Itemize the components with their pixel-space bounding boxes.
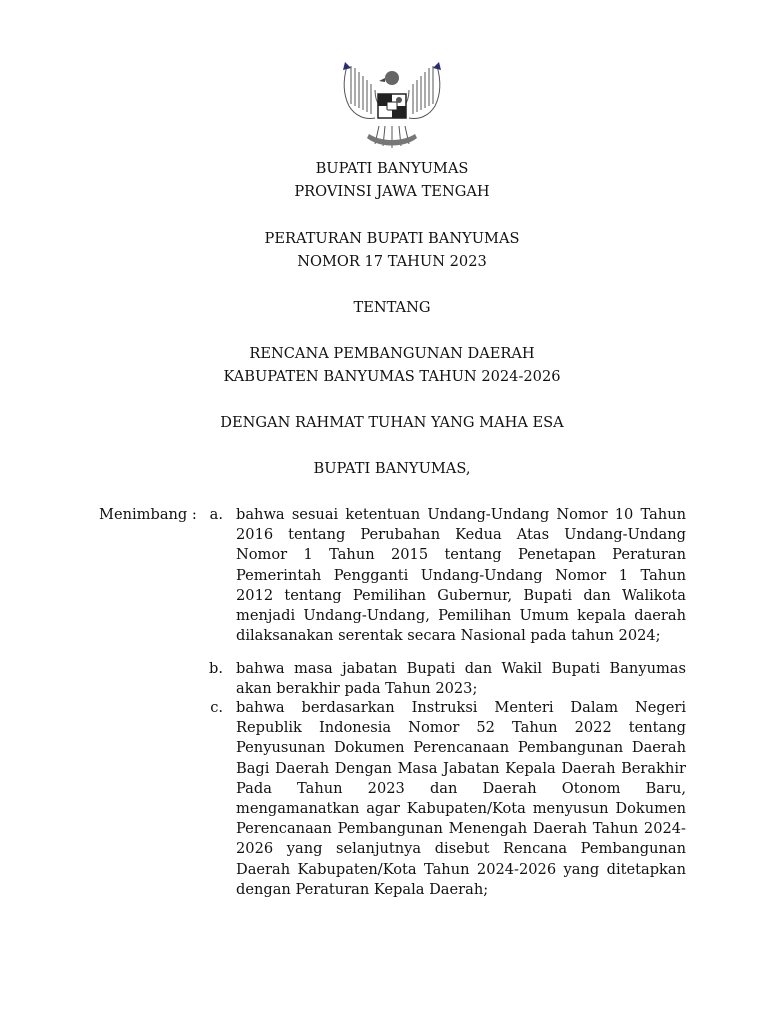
considering-item-text: bahwa berdasarkan Instruksi Menteri Dalam Negeri Republik Indonesia Nomor 52 Tahun 2022 tentang Penyusunan Dokumen Perencanaan Pembangunan Daerah Bagi Daerah Dengan Masa Jabatan Kepala Daerah Berakhir Pada Tahun 2023 dan Daerah Otonom Baru, mengamanatkan agar Kabupaten/Kota menyusun Dokumen Perencanaan Pembangunan Menengah Daerah Tahun 2024-2026 yang selanjutnya disebut Rencana Pembangunan Daerah Kabupaten/Kota Tahun 2024-2026 yang ditetapkan dengan Peraturan Kepala Daerah;	[236, 699, 686, 898]
considering-item-text: bahwa masa jabatan Bupati dan Wakil Bupati Banyumas akan berakhir pada Tahun 2023;	[236, 660, 686, 698]
considering-item-letter: b.	[209, 660, 223, 677]
considering-item-letter: a.	[209, 506, 223, 523]
issuer-line: BUPATI BANYUMAS,	[313, 460, 471, 477]
regulation-number: NOMOR 17 TAHUN 2023	[297, 253, 487, 270]
regulation-title: PERATURAN BUPATI BANYUMAS	[264, 230, 520, 247]
about-heading: TENTANG	[353, 299, 431, 316]
header-province: PROVINSI JAWA TENGAH	[294, 183, 490, 200]
considering-label: Menimbang :	[99, 506, 197, 523]
header-regent: BUPATI BANYUMAS	[315, 160, 469, 177]
blessing-line: DENGAN RAHMAT TUHAN YANG MAHA ESA	[220, 414, 564, 431]
considering-item-text: bahwa sesuai ketentuan Undang-Undang Nomor 10 Tahun 2016 tentang Perubahan Kedua Atas Undang-Undang Nomor 1 Tahun 2015 tentang Penetapan Peraturan Pemerintah Pengganti Undang-Undang Nomor 1 Tahun 2012 tentang Pemilihan Gubernur, Bupati dan Walikota menjadi Undang-Undang, Pemilihan Umum kepala daerah dilaksanakan serentak secara Nasional pada tahun 2024;	[236, 506, 686, 645]
considering-item-letter: c.	[210, 699, 223, 716]
garuda-emblem-icon	[339, 60, 445, 152]
subject-line-2: KABUPATEN BANYUMAS TAHUN 2024-2026	[223, 368, 561, 385]
subject-line-1: RENCANA PEMBANGUNAN DAERAH	[249, 345, 535, 362]
